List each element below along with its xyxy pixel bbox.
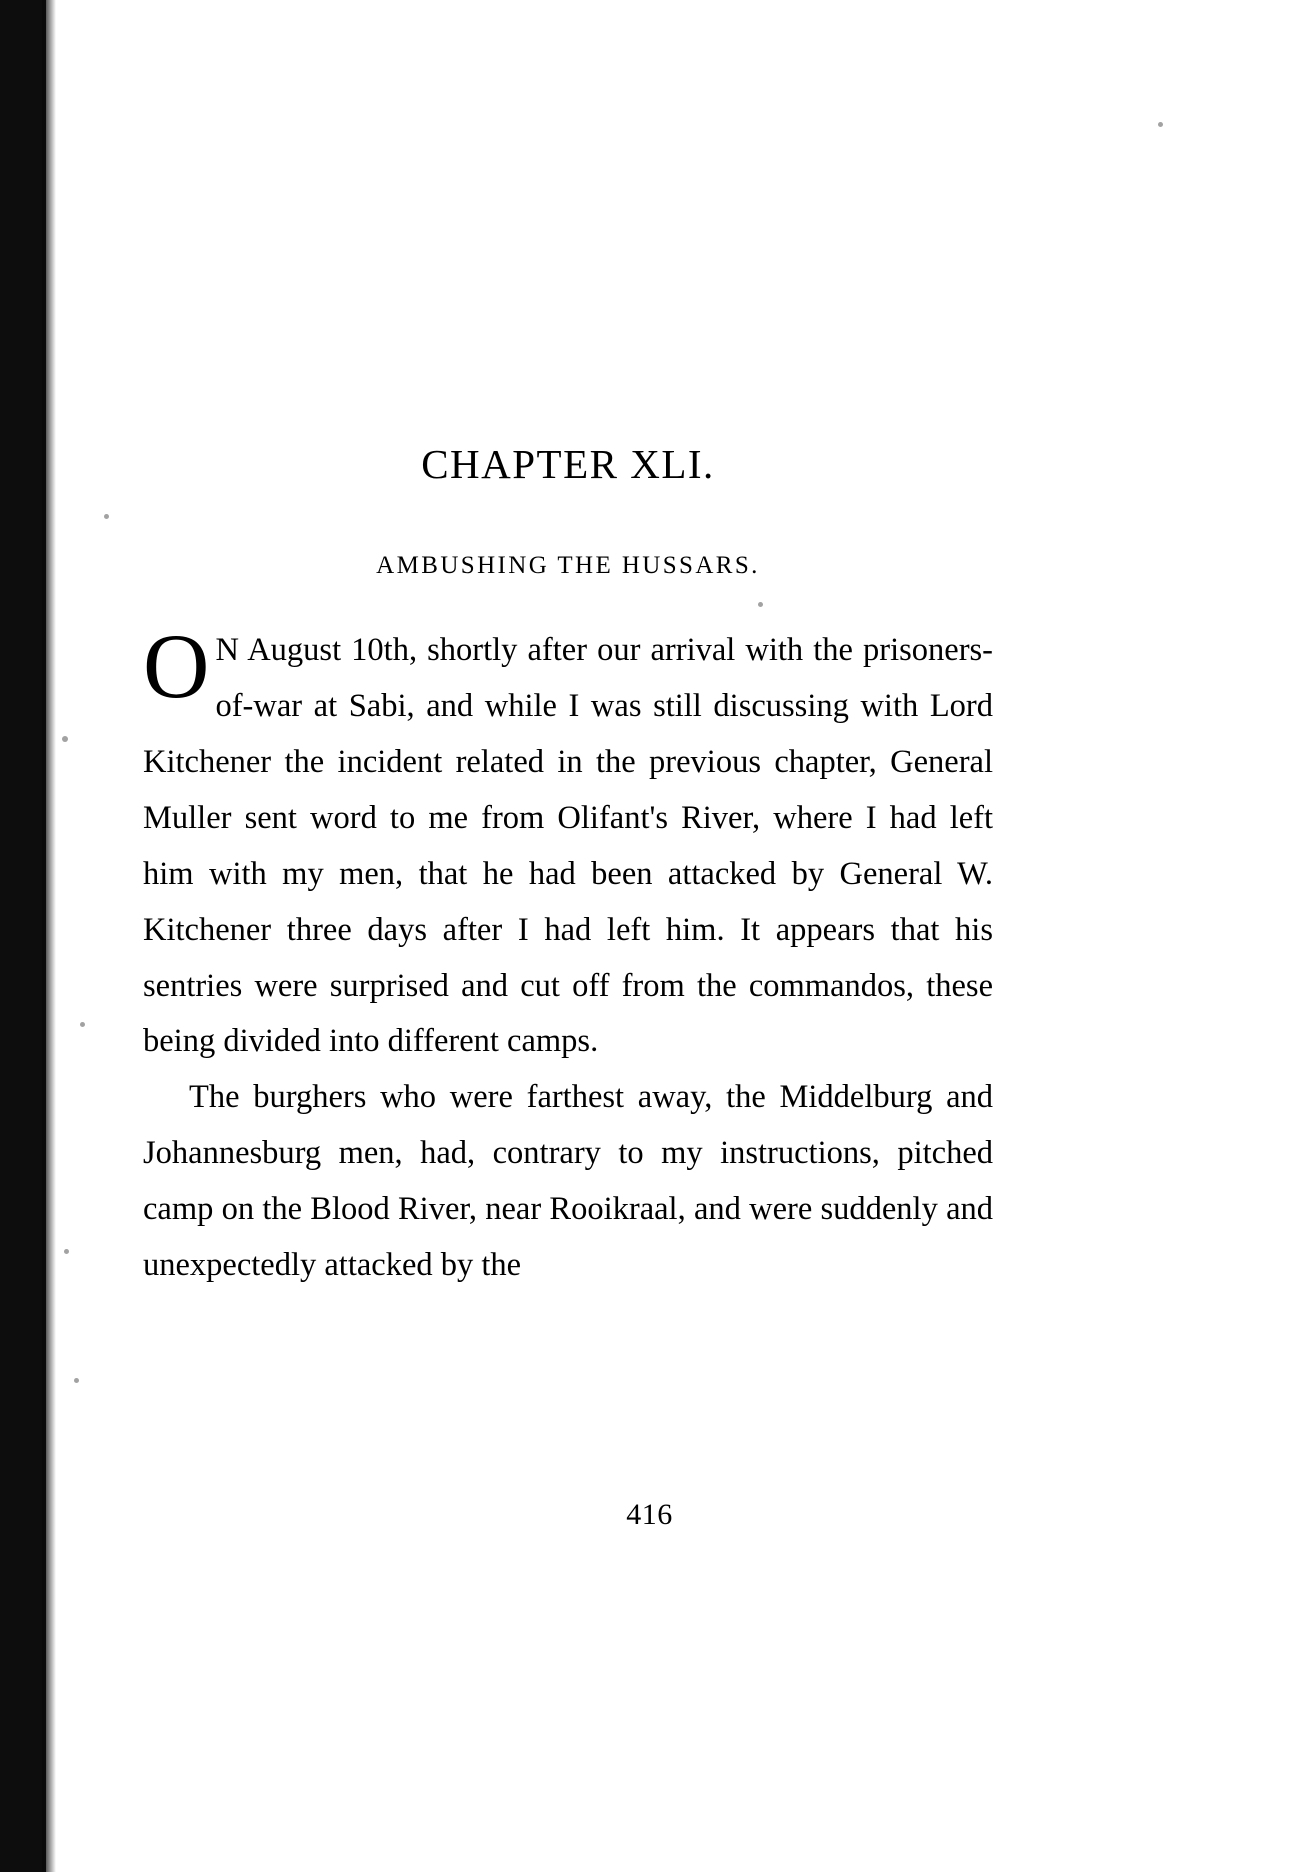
scan-speck <box>74 1378 79 1383</box>
page-text-block <box>143 440 993 1294</box>
scan-speck <box>80 1022 85 1027</box>
scan-speck <box>62 736 68 742</box>
scan-speck <box>1158 122 1163 127</box>
chapter-heading: CHAPTER XLI. <box>421 441 715 487</box>
scan-speck <box>104 514 109 519</box>
body-paragraph: The burghers who were farthest away, the Middelburg and Johannesburg men, had, contrary to my instructions, pitched camp on the Blood River, near Rooikraal, and were suddenly and unexpectedly attacked by the <box>143 1079 993 1283</box>
chapter-subheading: AMBUSHING THE HUSSARS. <box>376 552 760 580</box>
body-paragraph: ON August 10th, shortly after our arrival with the prisoners-of-war at Sabi, and while I was still discussing with Lord Kitchener the incident related in the previous chapter, General Muller sent word to me from Olifant's River, where I had left him with my men, that he had been attacked by General W. Kitchener three days after I had left him. It appears that his sentries were surprised and cut off from the commandos, these being divided into different camps. <box>143 615 993 1060</box>
binding-edge-shadow <box>0 0 46 1872</box>
scan-speck <box>64 1249 69 1254</box>
page-number: 416 <box>626 1498 673 1531</box>
